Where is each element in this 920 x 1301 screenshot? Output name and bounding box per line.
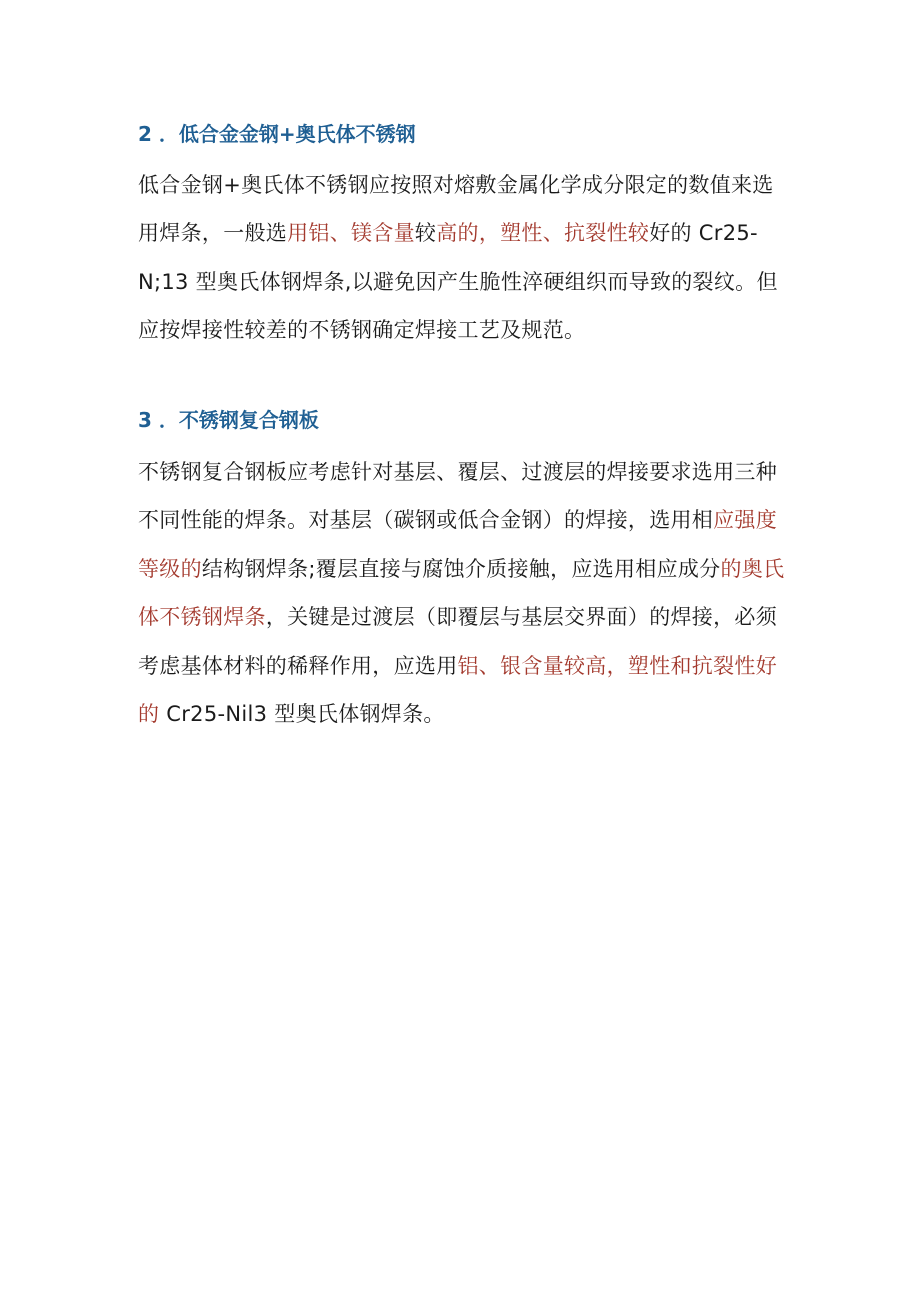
section-3-highlight: 的奥氏体不锈钢焊条 <box>138 556 785 630</box>
section-3-highlight: 应强度等级的 <box>138 508 778 581</box>
section-2-highlight: 用铝、镁含量 <box>287 221 415 246</box>
section-3-highlight: 铝、银含量较高，塑性和抗裂性好的 <box>138 653 777 727</box>
section-3-text: Cr25-Nil3 型奥氏体钢焊条。 <box>159 702 445 727</box>
section-2-highlight: 高的，塑性、抗裂性较 <box>436 221 650 246</box>
section-3-text: 结构钢焊条;覆层直接与腐蚀介质接触，应选用相应成分 <box>201 556 721 581</box>
section-3-text: ，关键是过渡层（即覆层与基层交界面）的焊接，必须考虑基体材料的稀释作用，应选用 <box>138 605 778 678</box>
section-2-text: 好的 Cr25-N;13 型奥氏体钢焊条,以避免因产生脆性淬硬组织而导致的裂纹。但应按焊接性较差的不锈钢确定焊接工艺及规范。 <box>138 221 778 343</box>
section-2-text: 低合金钢+奥氏体不锈钢应按照对熔敷金属化学成分限定的数值来选用焊条，一般选 <box>138 173 774 246</box>
section-2-heading: 2 ．低合金金钢+奥氏体不锈钢 <box>138 122 416 146</box>
section-2-text: 较 <box>414 221 437 246</box>
section-3-heading: 3 ．不锈钢复合钢板 <box>138 408 319 432</box>
section-3-text: 不锈钢复合钢板应考虑针对基层、覆层、过渡层的焊接要求选用三种不同性能的焊条。对基层（碳钢或低合金钢）的焊接，选用相 <box>138 460 777 533</box>
section-2-paragraph <box>138 161 788 355</box>
section-3-paragraph <box>138 448 788 738</box>
